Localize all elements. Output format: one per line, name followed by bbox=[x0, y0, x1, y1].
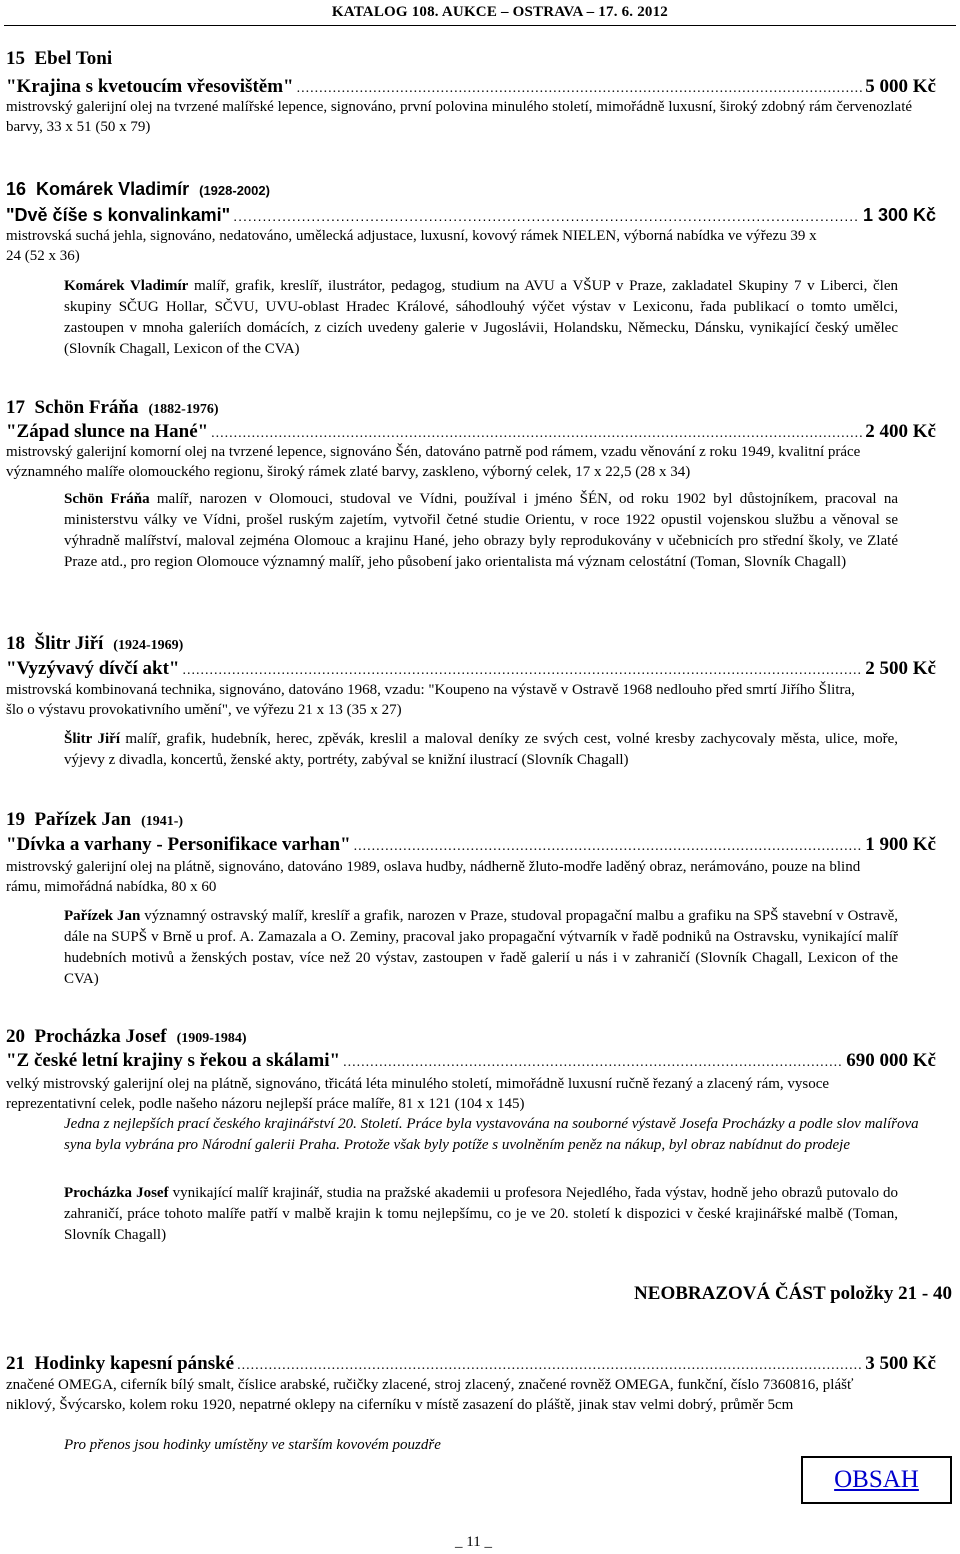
lot-number: 16 bbox=[6, 179, 27, 199]
lot-price: 1 900 Kč bbox=[865, 834, 936, 855]
leader-dots bbox=[343, 1055, 843, 1071]
lot-artist: Pařízek Jan bbox=[34, 809, 132, 830]
lot-16-description: mistrovská suchá jehla, signováno, nedatováno, umělecká adjustace, luxusní, kovový rámek NIELEN, výborná nabídka ve výřezu 39 x 24 (52 x 36) bbox=[6, 228, 817, 264]
leader-dots bbox=[182, 663, 862, 679]
lot-16-heading bbox=[6, 179, 270, 200]
page-number: _ 11 _ bbox=[455, 1534, 492, 1550]
lot-number: 17 bbox=[6, 397, 25, 418]
lot-title: "Dvě číše s konvalinkami" bbox=[6, 205, 231, 225]
lot-15-heading bbox=[6, 48, 112, 70]
lot-years: (1924-1969) bbox=[113, 638, 184, 653]
lot-18-description: mistrovská kombinovaná technika, signováno, datováno 1968, vzadu: "Koupeno na výstavě v Ostravě 1968 nedlouho před smrtí Jiřího Šlitra, šlo o výstavu provokativního umění", ve výřezu 21 x 13 (35 x 27) bbox=[6, 682, 855, 718]
bio-name: Šlitr Jiří bbox=[64, 731, 120, 747]
lot-years: (1882-1976) bbox=[148, 402, 219, 417]
lot-title: "Západ slunce na Hané" bbox=[6, 421, 209, 442]
lot-number: 19 bbox=[6, 809, 25, 830]
lot-title: Hodinky kapesní pánské bbox=[34, 1353, 235, 1374]
lot-title: "Krajina s kvetoucím vřesovištěm" bbox=[6, 76, 294, 97]
lot-price: 5 000 Kč bbox=[865, 76, 936, 97]
lot-18-bio bbox=[64, 729, 898, 771]
lot-17-title-row bbox=[6, 421, 936, 443]
lot-artist: Ebel Toni bbox=[34, 48, 113, 69]
lot-17-description: mistrovský galerijní komorní olej na tvrzené lepence, signováno Šén, datováno patrně pod rámem, vzadu věnování z roku 1949, kvalitní práce významného malíře olomouckého regionu, široký rámek zlaté barvy, zaskleno, výborný celek, 17 x 22,5 (28 x 34) bbox=[6, 444, 861, 480]
lot-artist: Schön Fráňa bbox=[34, 397, 139, 418]
lot-19-bio bbox=[64, 906, 898, 990]
lot-price: 690 000 Kč bbox=[846, 1050, 936, 1071]
lot-number: 18 bbox=[6, 633, 25, 654]
lot-20-heading bbox=[6, 1026, 247, 1048]
lot-artist: Procházka Josef bbox=[34, 1026, 167, 1047]
lot-number: 15 bbox=[6, 48, 25, 69]
lot-19-heading bbox=[6, 809, 183, 831]
lot-18-title-row bbox=[6, 658, 936, 680]
lot-15-title-row bbox=[6, 76, 936, 98]
lot-21-title-row bbox=[6, 1353, 936, 1375]
lot-20-bio bbox=[64, 1183, 898, 1246]
lot-years: (1928-2002) bbox=[199, 183, 270, 198]
lot-16-bio bbox=[64, 276, 898, 360]
lot-20-title-row bbox=[6, 1050, 936, 1072]
lot-years: (1941-) bbox=[141, 814, 184, 829]
bio-text: malíř, grafik, kreslíř, ilustrátor, pedagog, studium na AVU a VŠUP v Praze, zakladatel Skupiny 7 v Liberci, člen skupiny SČUG Hollar, SČVU, UVU-oblast Hradec Králové, sáhodlouhý výčet výstav v Lexiconu, řada publikací o tomto umělci, zastoupen v mnoha galeriích domácích, z cizích uvedeny galerie v Jugoslávii, Holandsku, Německu, Dánsku, vynikající český umělec (Slovník Chagall, Lexicon of the CVA) bbox=[64, 278, 898, 357]
lot-price: 3 500 Kč bbox=[865, 1353, 936, 1374]
bio-name: Pařízek Jan bbox=[64, 908, 141, 924]
lot-15-description: mistrovský galerijní olej na tvrzené malířské lepence, signováno, první polovina minulého století, mimořádně luxusní, široký zdobný rám červenozlaté barvy, 33 x 51 (50 x 79) bbox=[6, 99, 913, 135]
bio-text: malíř, grafik, hudebník, herec, zpěvák, kreslil a maloval deníky ze svých cest, volné kresby zachycovaly města, ulice, moře, výjevy z divadla, koncertů, ženské akty, portréty, zabýval se knižní ilustrací (Slovník Chagall) bbox=[64, 731, 898, 768]
lot-21-note: Pro přenos jsou hodinky umístěny ve starším kovovém pouzdře bbox=[64, 1437, 441, 1453]
obsah-button[interactable] bbox=[801, 1456, 952, 1504]
lot-17-bio bbox=[64, 489, 898, 573]
lot-title: "Z české letní krajiny s řekou a skálami" bbox=[6, 1050, 341, 1071]
lot-16-title-row bbox=[6, 205, 936, 226]
bio-text: malíř, narozen v Olomouci, studoval ve Vídni, používal i jméno ŠÉN, od roku 1902 byl důstojníkem, pracoval na ministerstvu války ve Vídni, prošel ruským zajetím, vytvořil četné studie Orientu, v roce 1922 opustil vojenskou službu a věnoval se výhradně malířství, maloval zejména Olomouc a krajinu Hané, jeho obrazy byly reprodukovány v učebnicích pro střední školy, ve Zlaté Praze atd., pro region Olomouce významný malíř, jeho působení jako orientalista má význam celostátní (Toman, Slovník Chagall) bbox=[64, 491, 898, 570]
lot-artist: Šlitr Jiří bbox=[34, 633, 104, 654]
leader-dots bbox=[354, 839, 863, 855]
bio-name: Schön Fráňa bbox=[64, 491, 150, 507]
lot-price: 2 500 Kč bbox=[865, 658, 936, 679]
lot-20-description: velký mistrovský galerijní olej na plátně, signováno, třicátá léta minulého století, mimořádně luxusní ručně řezaný a zlacený rám, vysoce reprezentativní celek, podle našeho názoru nejlepší práce malíře, 81 x 121 (104 x 145) bbox=[6, 1076, 830, 1112]
obsah-link[interactable]: OBSAH bbox=[834, 1466, 919, 1493]
lot-number: 21 bbox=[6, 1353, 25, 1374]
bio-text: vynikající malíř krajinář, studia na pražské akademii u profesora Nejedlého, řada výstav, hodně jeho obrazů putovalo do zahraničí, práce tohoto malíře patří v malbě krajin k tomu nejlepšímu, co je ve 20. století k dispozici v české krajinářské malbě (Toman, Slovník Chagall) bbox=[64, 1185, 898, 1243]
lot-price: 2 400 Kč bbox=[865, 421, 936, 442]
lot-title: "Dívka a varhany - Personifikace varhan" bbox=[6, 834, 351, 855]
bio-text: významný ostravský malíř, kreslíř a grafik, narozen v Praze, studoval propagační malbu a grafiku na SPŠ stavební v Ostravě, dále na SUPŠ v Brně u prof. A. Zamazala a O. Zeminy, pracoval jako propagační výtvarník v řadě podniků na Ostravsku, vynikající malíř hudebních motivů a ženských postav, více než 20 výstav, zastoupen v řadě galerií u nás i v zahraničí (Slovník Chagall, Lexicon of the CVA) bbox=[64, 908, 898, 987]
catalog-header: KATALOG 108. AUKCE – OSTRAVA – 17. 6. 2012 bbox=[331, 4, 668, 20]
lot-18-heading bbox=[6, 633, 183, 655]
leader-dots bbox=[237, 1358, 862, 1374]
lot-19-title-row bbox=[6, 834, 936, 856]
lot-title: "Vyzývavý dívčí akt" bbox=[6, 658, 180, 679]
lot-price: 1 300 Kč bbox=[862, 205, 936, 225]
lot-21-description: značené OMEGA, ciferník bílý smalt, číslice arabské, ručičky zlacené, stroj zlacený, značené rovněž OMEGA, funkční, číslo 7360816, plášť niklový, Švýcarsko, kolem roku 1920, nepatrné oklepy na ciferníku v místě zasazení do pláště, jinak stav velmi dobrý, průměr 5cm bbox=[6, 1377, 854, 1413]
lot-artist: Komárek Vladimír bbox=[36, 179, 190, 199]
section-heading: NEOBRAZOVÁ ČÁST položky 21 - 40 bbox=[634, 1283, 952, 1304]
leader-dots bbox=[233, 208, 860, 224]
lot-17-heading bbox=[6, 397, 219, 419]
header-divider bbox=[4, 25, 956, 26]
lot-years: (1909-1984) bbox=[176, 1031, 247, 1046]
lot-20-note: Jedna z nejlepších prací českého krajinářství 20. Století. Práce byla vystavována na souborné výstavě Josefa Procházky a podle slov malířova syna byla vybrána pro Národní galerii Praha. Protože však byly potíže s uvolněním peněz na nákup, byl obraz nabídnut do prodeje bbox=[64, 1116, 919, 1153]
lot-19-description: mistrovský galerijní olej na plátně, signováno, datováno 1989, oslava hudby, nádherně žluto-modře laděný obraz, nerámováno, pouze na blind rámu, mimořádná nabídka, 80 x 60 bbox=[6, 859, 861, 895]
leader-dots bbox=[297, 81, 863, 97]
bio-name: Komárek Vladimír bbox=[64, 278, 189, 294]
leader-dots bbox=[211, 426, 862, 442]
lot-number: 20 bbox=[6, 1026, 25, 1047]
bio-name: Procházka Josef bbox=[64, 1185, 169, 1201]
